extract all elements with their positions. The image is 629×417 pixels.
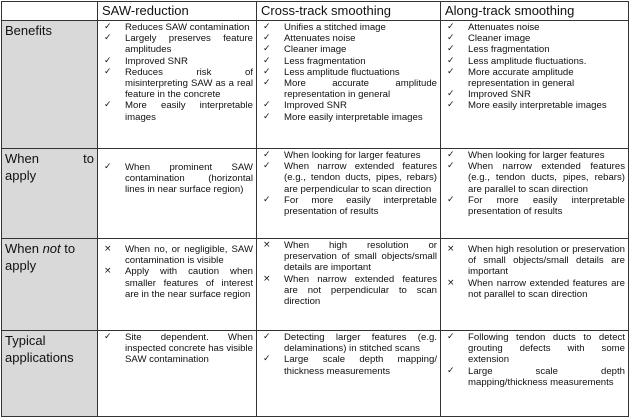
list-item-text: More easily interpretable images xyxy=(284,111,423,123)
check-mark-icon: ✓ xyxy=(263,354,271,365)
list-item-text: Reduces SAW contamination xyxy=(125,22,250,33)
check-mark-icon: ✓ xyxy=(263,22,271,32)
list-item xyxy=(101,22,253,33)
check-mark-icon: ✓ xyxy=(447,89,455,100)
cell-when-not-along xyxy=(441,239,629,331)
check-mark-icon: ✓ xyxy=(447,33,455,44)
cell-typical-cross xyxy=(257,331,441,417)
list-item xyxy=(260,332,437,354)
list-typical-along xyxy=(444,332,625,388)
list-item-text: When looking for larger features xyxy=(468,150,605,161)
list-item-text: More easily interpretable images xyxy=(468,100,607,112)
list-item-text: Cleaner image xyxy=(468,33,531,45)
list-when-not-along xyxy=(444,244,625,300)
list-item xyxy=(260,112,437,123)
check-mark-icon: ✓ xyxy=(447,100,455,111)
check-mark-icon: ✓ xyxy=(104,22,112,32)
check-mark-icon: ✓ xyxy=(263,111,271,122)
row-label-when-to-apply xyxy=(2,149,98,239)
list-item-text: Improved SNR xyxy=(468,89,531,101)
list-typical-cross xyxy=(260,332,437,377)
header-saw-reduction: SAW-reduction xyxy=(98,2,257,21)
cross-mark-icon: × xyxy=(263,240,271,250)
list-item-text: More accurate amplitude representation in general xyxy=(468,66,575,90)
list-item-text: Less fragmentation xyxy=(468,44,550,56)
list-item-text: More accurate amplitude representation in general xyxy=(284,78,437,101)
check-mark-icon: ✓ xyxy=(104,332,112,342)
check-mark-icon: ✓ xyxy=(104,33,112,44)
comparison-table xyxy=(1,1,629,417)
list-item-text: When high resolution or preservation of small objects/small details are important xyxy=(284,240,437,274)
check-mark-icon: ✓ xyxy=(263,332,271,342)
list-item xyxy=(444,89,625,100)
list-item xyxy=(444,278,625,300)
check-mark-icon: ✓ xyxy=(447,161,455,172)
check-mark-icon: ✓ xyxy=(447,22,455,32)
list-item-text: When prominent SAW contamination (horizontal lines in near surface region) xyxy=(125,162,253,196)
list-item xyxy=(444,56,625,67)
list-item-text: Cleaner image xyxy=(284,44,347,56)
list-item xyxy=(260,240,437,274)
list-item xyxy=(444,33,625,44)
cross-mark-icon: × xyxy=(447,244,455,254)
cell-benefits-saw xyxy=(98,21,257,149)
list-item xyxy=(444,244,625,278)
list-item xyxy=(260,22,437,33)
list-item-text: When narrow extended features (e.g., tendon ducts, pipes, rebars) are parallel to scan direction xyxy=(468,161,625,195)
check-mark-icon: ✓ xyxy=(263,150,271,160)
check-mark-icon: ✓ xyxy=(447,365,455,376)
list-item xyxy=(260,33,437,44)
row-typical-applications xyxy=(2,331,629,417)
row-when-to-apply xyxy=(2,149,629,239)
list-item-text: Less amplitude fluctuations xyxy=(284,66,400,78)
cell-when-not-cross xyxy=(257,239,441,331)
row-label-text: Benefits xyxy=(5,23,52,38)
list-when-apply-along xyxy=(444,150,625,217)
list-item-text: When narrow extended features (e.g., tendon ducts, pipes, rebars) are perpendicular to scan direction xyxy=(284,161,437,195)
list-benefits-along xyxy=(444,22,625,112)
row-when-not-to-apply xyxy=(2,239,629,331)
list-item xyxy=(101,100,253,122)
list-item-text: Attenuates noise xyxy=(284,33,356,45)
check-mark-icon: ✓ xyxy=(263,44,271,55)
check-mark-icon: ✓ xyxy=(447,194,455,205)
list-item xyxy=(444,22,625,33)
check-mark-icon: ✓ xyxy=(104,162,112,172)
header-cross-track: Cross-track smoothing xyxy=(257,2,441,21)
check-mark-icon: ✓ xyxy=(263,161,271,172)
list-item-text: Detecting larger features (e.g. delaminations) in stitched scans xyxy=(284,332,437,355)
list-item xyxy=(101,266,253,300)
list-item xyxy=(101,162,253,196)
row-label-post: to apply xyxy=(5,241,76,273)
cell-when-apply-saw xyxy=(98,149,257,239)
list-item xyxy=(260,44,437,55)
header-along-track: Along-track smoothing xyxy=(441,2,629,21)
check-mark-icon: ✓ xyxy=(263,33,271,44)
list-item-text: When looking for larger features xyxy=(284,150,421,161)
list-item xyxy=(260,274,437,308)
list-item-text: Following tendon ducts to detect grouting defects with some extension xyxy=(468,332,625,366)
list-item-text: Large scale depth mapping/ thickness measurements xyxy=(284,354,437,377)
row-label-typical xyxy=(2,331,98,417)
list-item-text: Site dependent. When inspected concrete has visible SAW contamination xyxy=(125,332,253,366)
cell-benefits-along xyxy=(441,21,629,149)
list-item xyxy=(444,67,625,89)
list-item xyxy=(101,67,253,101)
cell-typical-saw xyxy=(98,331,257,417)
row-label-pre: When xyxy=(5,241,43,256)
row-label-benefits xyxy=(2,21,98,149)
cell-when-not-saw xyxy=(98,239,257,331)
row-label-line1: When to xyxy=(5,151,94,166)
list-item-text: Improved SNR xyxy=(284,100,347,112)
row-label-when-not-to-apply xyxy=(2,239,98,331)
check-mark-icon: ✓ xyxy=(263,66,271,77)
list-item xyxy=(260,150,437,161)
check-mark-icon: ✓ xyxy=(263,55,271,66)
list-item xyxy=(260,354,437,376)
list-item xyxy=(444,100,625,111)
list-item-text: For more easily interpretable presentation of results xyxy=(284,194,437,218)
row-label-line2: apply xyxy=(5,168,37,183)
list-item xyxy=(260,100,437,111)
check-mark-icon: ✓ xyxy=(263,194,271,205)
list-item-text: Less amplitude fluctuations. xyxy=(468,55,587,67)
list-item-text: When no, or negligible, SAW contamination is visible xyxy=(125,244,253,267)
check-mark-icon: ✓ xyxy=(104,66,112,77)
list-item-text: Unifies a stitched image xyxy=(284,22,386,33)
check-mark-icon: ✓ xyxy=(263,100,271,111)
list-item xyxy=(101,56,253,67)
list-item xyxy=(444,150,625,161)
cell-typical-along xyxy=(441,331,629,417)
cell-when-apply-along xyxy=(441,149,629,239)
list-item xyxy=(444,44,625,55)
list-item-text: Attenuates noise xyxy=(468,22,540,33)
list-item-text: For more easily interpretable presentation of results xyxy=(468,194,625,218)
cell-when-apply-cross xyxy=(257,149,441,239)
list-item xyxy=(260,56,437,67)
check-mark-icon: ✓ xyxy=(447,55,455,66)
list-when-apply-cross xyxy=(260,150,437,217)
corner-cell xyxy=(2,2,98,21)
list-item xyxy=(444,332,625,366)
header-row xyxy=(2,2,629,21)
list-item xyxy=(444,161,625,195)
check-mark-icon: ✓ xyxy=(447,332,455,342)
row-label-emphasis: not xyxy=(42,241,61,256)
list-item-text: More easily interpretable images xyxy=(125,100,253,123)
list-benefits-cross xyxy=(260,22,437,123)
list-item xyxy=(101,244,253,266)
list-item-text: Less fragmentation xyxy=(284,55,366,67)
list-benefits-saw xyxy=(101,22,253,123)
list-item-text: When narrow extended features are not parallel to scan direction xyxy=(468,277,625,300)
list-item-text: Improved SNR xyxy=(125,55,188,67)
check-mark-icon: ✓ xyxy=(263,78,271,89)
list-item xyxy=(260,78,437,100)
list-when-not-saw xyxy=(101,244,253,300)
list-item xyxy=(260,195,437,217)
check-mark-icon: ✓ xyxy=(104,55,112,66)
check-mark-icon: ✓ xyxy=(447,150,455,160)
cell-benefits-cross xyxy=(257,21,441,149)
list-item-text: When narrow extended features are not perpendicular to scan direction xyxy=(284,273,437,308)
list-item xyxy=(260,67,437,78)
check-mark-icon: ✓ xyxy=(104,100,112,111)
list-item-text: Apply with caution when smaller features of interest are in the near surface region xyxy=(125,266,253,300)
list-typical-saw xyxy=(101,332,253,366)
check-mark-icon: ✓ xyxy=(447,44,455,55)
cross-mark-icon: × xyxy=(104,244,112,254)
list-item-text: When high resolution or preservation of small objects/small details are important xyxy=(468,244,625,278)
list-item-text: Reduces risk of misinterpreting SAW as a real feature in the concrete xyxy=(125,66,253,101)
list-item xyxy=(260,161,437,195)
list-item-text: Largely preserves feature amplitudes xyxy=(125,33,253,56)
list-item xyxy=(101,332,253,366)
list-item xyxy=(101,33,253,55)
row-benefits xyxy=(2,21,629,149)
check-mark-icon: ✓ xyxy=(447,66,455,77)
cross-mark-icon: × xyxy=(447,277,455,288)
list-item-text: Large scale depth mapping/thickness measurements xyxy=(468,365,625,388)
row-label-text: Typical applications xyxy=(5,333,74,365)
cross-mark-icon: × xyxy=(263,273,271,284)
list-when-not-cross xyxy=(260,240,437,307)
cross-mark-icon: × xyxy=(104,266,112,277)
list-when-apply-saw xyxy=(101,162,253,196)
list-item xyxy=(444,366,625,388)
list-item xyxy=(444,195,625,217)
